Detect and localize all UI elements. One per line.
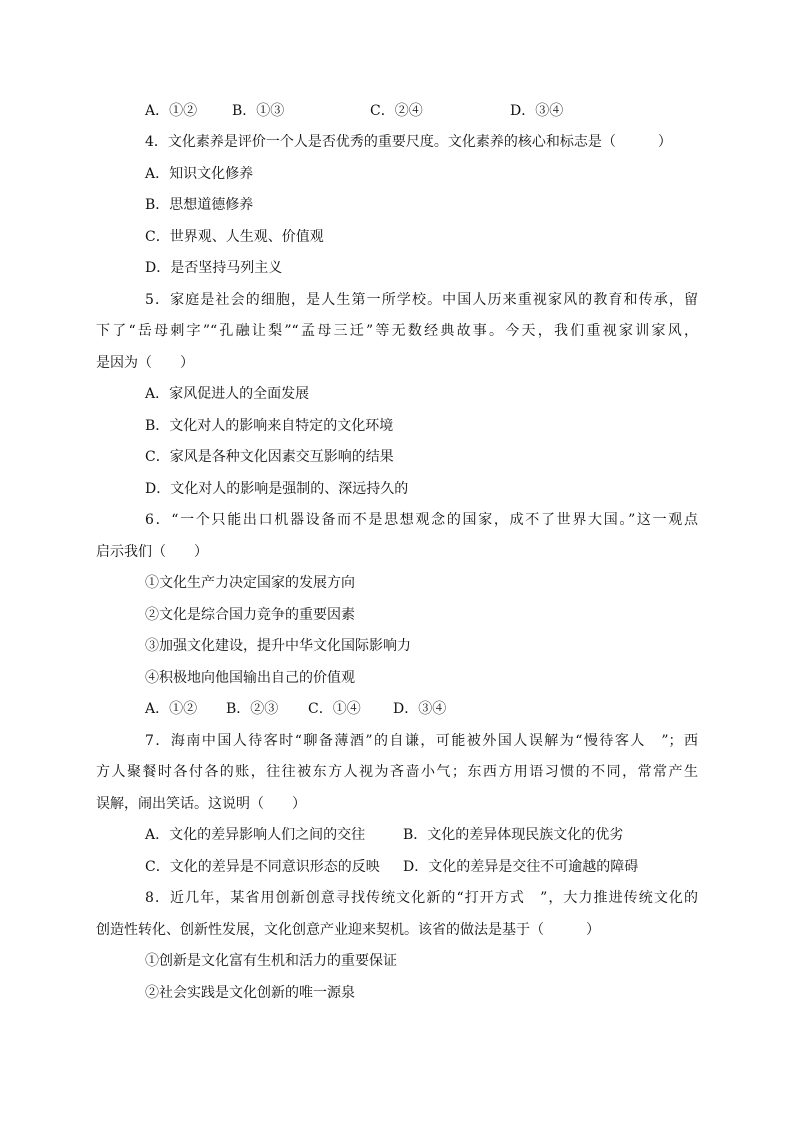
q8-item-2: ②社会实践是文化创新的唯一源泉	[145, 985, 355, 1001]
q6-item-4: ④积极地向他国输出自己的价值观	[145, 670, 355, 686]
q5-stem-line-3: 是因为（ ）	[96, 355, 194, 371]
q7-stem-line-2: 方人聚餐时各付各的账，往往被东方人视为吝啬小气；东西方用语习惯的不同，常常产生	[96, 764, 698, 780]
q5-option-c: C．家风是各种文化因素交互影响的结果	[145, 449, 394, 465]
q7-option-c: C．文化的差异是不同意识形态的反映	[145, 859, 380, 875]
q8-stem-line-1: 8．近几年，某省用创新创意寻找传统文化新的“打开方式 ”，大力推进传统文化的	[145, 890, 698, 906]
q3-option-b: B．①③	[232, 103, 285, 119]
q8-item-1: ①创新是文化富有生机和活力的重要保证	[145, 953, 397, 969]
q8-stem-line-2: 创造性转化、创新性发展，文化创意产业迎来契机。该省的做法是基于（ ）	[96, 922, 600, 938]
q7-option-d: D．文化的差异是交往不可逾越的障碍	[403, 859, 639, 875]
q7-stem-line-3: 误解，闹出笑话。这说明（ ）	[96, 796, 306, 812]
q6-item-3: ③加强文化建设，提升中华文化国际影响力	[145, 638, 411, 654]
q5-option-a: A．家风促进人的全面发展	[145, 386, 310, 402]
q7-stem-line-1: 7．海南中国人待客时“聊备薄酒”的自谦，可能被外国人误解为“慢待客人 ”；西	[145, 733, 698, 749]
q4-option-b: B．思想道德修养	[145, 197, 254, 213]
q5-stem-line-2: 下了“岳母刺字”“孔融让梨”“孟母三迁”等无数经典故事。今天，我们重视家训家风，	[96, 323, 698, 339]
q3-option-a: A．①②	[145, 103, 198, 119]
q3-option-d: D．③④	[510, 103, 564, 119]
q6-option-a: A．①②	[145, 701, 198, 717]
q6-option-d: D．③④	[393, 701, 447, 717]
q4-option-c: C．世界观、人生观、价值观	[145, 229, 324, 245]
q5-option-d: D．文化对人的影响是强制的、深远持久的	[145, 481, 409, 497]
q7-option-a: A．文化的差异影响人们之间的交往	[145, 827, 366, 843]
q6-item-1: ①文化生产力决定国家的发展方向	[145, 575, 355, 591]
q3-option-c: C．②④	[370, 103, 423, 119]
q5-option-b: B．文化对人的影响来自特定的文化环境	[145, 418, 394, 434]
q6-item-2: ②文化是综合国力竞争的重要因素	[145, 607, 355, 623]
q6-stem-line-2: 启示我们（ ）	[96, 544, 208, 560]
q4-stem: 4．文化素养是评价一个人是否优秀的重要尺度。文化素养的核心和标志是（ ）	[145, 134, 672, 150]
q6-option-c: C．①④	[308, 701, 361, 717]
q5-stem-line-1: 5．家庭是社会的细胞，是人生第一所学校。中国人历来重视家风的教育和传承，留	[145, 292, 698, 308]
q4-option-d: D．是否坚持马列主义	[145, 260, 283, 276]
q4-option-a: A．知识文化修养	[145, 166, 254, 182]
q7-option-b: B．文化的差异体现民族文化的优劣	[403, 827, 624, 843]
q6-option-b: B．②③	[226, 701, 279, 717]
q6-stem-line-1: 6．“一个只能出口机器设备而不是思想观念的国家，成不了世界大国。”这一观点	[145, 512, 698, 528]
